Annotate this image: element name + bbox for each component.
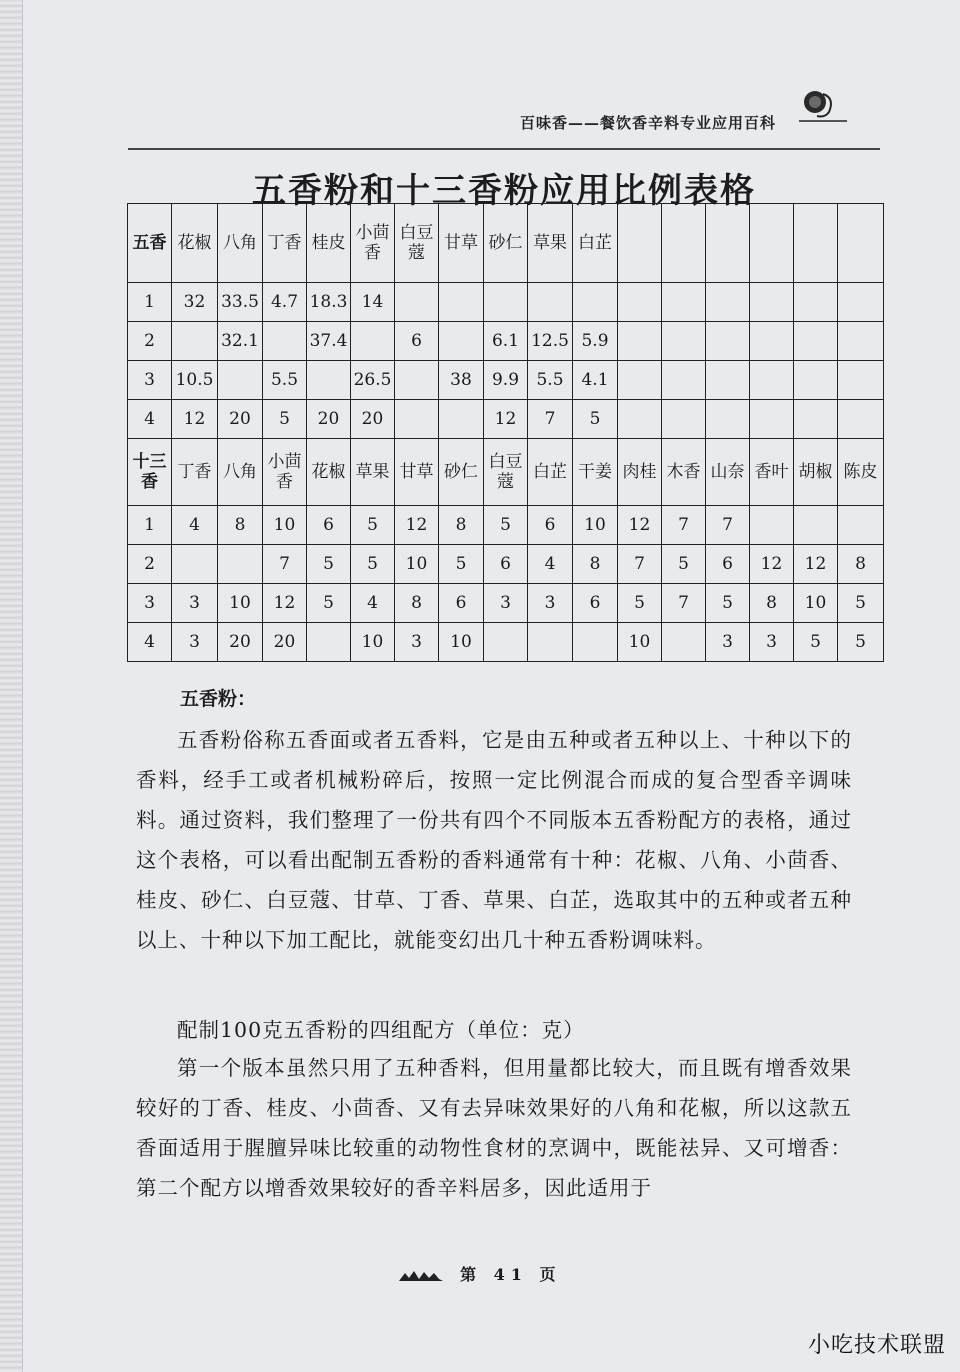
table-cell: 6 (439, 584, 484, 623)
table-cell (706, 204, 750, 283)
table-cell (838, 506, 884, 545)
table-cell (218, 361, 263, 400)
table-row (128, 623, 884, 662)
table-cell (662, 400, 706, 439)
table-cell: 桂皮 (307, 204, 351, 283)
table-cell: 4 (528, 545, 573, 584)
table-cell: 3 (172, 623, 218, 662)
table-cell (351, 322, 395, 361)
table-cell (706, 361, 750, 400)
table-cell: 14 (351, 283, 395, 322)
table-cell: 5 (484, 506, 528, 545)
table-cell: 10 (395, 545, 439, 584)
table-cell: 肉桂 (618, 439, 662, 506)
watermark-text: 小吃技术联盟 (807, 1333, 946, 1358)
table-cell (172, 545, 218, 584)
table-header-row (128, 204, 884, 283)
table-cell: 20 (307, 400, 351, 439)
table-cell: 5 (351, 506, 395, 545)
table-cell: 3 (706, 623, 750, 662)
table-cell (838, 283, 884, 322)
table-cell (794, 322, 838, 361)
table-cell (618, 204, 662, 283)
row-label-cell: 3 (128, 361, 172, 400)
row-label-cell: 1 (128, 283, 172, 322)
section-title: 五香粉： (180, 688, 257, 710)
table-cell: 20 (218, 623, 263, 662)
table-cell: 32.1 (218, 322, 263, 361)
table-cell: 3 (528, 584, 573, 623)
table-cell: 7 (706, 506, 750, 545)
table-cell: 白芷 (573, 204, 618, 283)
page-edge (0, 0, 23, 1372)
table-cell: 山奈 (706, 439, 750, 506)
table-cell: 10 (263, 506, 307, 545)
table-cell (395, 361, 439, 400)
table-cell (750, 283, 794, 322)
table-cell: 4.7 (263, 283, 307, 322)
table-cell (484, 283, 528, 322)
table-cell: 6 (528, 506, 573, 545)
table-row (128, 506, 884, 545)
table-cell: 9.9 (484, 361, 528, 400)
table-cell: 8 (218, 506, 263, 545)
table-cell: 5 (307, 545, 351, 584)
table-cell: 八角 (218, 439, 263, 506)
table-cell: 6 (395, 322, 439, 361)
table-cell: 陈皮 (838, 439, 884, 506)
table-cell (706, 400, 750, 439)
table-cell: 7 (263, 545, 307, 584)
table-cell: 12.5 (528, 322, 573, 361)
table-cell: 小茴香 (263, 439, 307, 506)
table-cell: 5 (838, 623, 884, 662)
table-cell: 26.5 (351, 361, 395, 400)
table-cell (662, 623, 706, 662)
table-header-row (128, 439, 884, 506)
table-cell: 木香 (662, 439, 706, 506)
table-cell (439, 283, 484, 322)
table-cell: 胡椒 (794, 439, 838, 506)
row-label-cell: 十三香 (128, 439, 172, 506)
table-cell: 5 (263, 400, 307, 439)
row-label-cell: 1 (128, 506, 172, 545)
paragraph-formula-heading: 配制100克五香粉的四组配方（单位：克） (177, 1018, 585, 1042)
table-cell: 5 (706, 584, 750, 623)
table-cell (573, 283, 618, 322)
table-cell: 7 (618, 545, 662, 584)
table-cell (618, 361, 662, 400)
table-cell: 6 (307, 506, 351, 545)
table-cell: 10 (218, 584, 263, 623)
table-cell (439, 400, 484, 439)
table-row (128, 322, 884, 361)
table-cell: 5.5 (263, 361, 307, 400)
page-number: 第 41 页 (460, 1265, 562, 1284)
table-cell: 12 (618, 506, 662, 545)
table-cell (395, 400, 439, 439)
table-cell: 10 (439, 623, 484, 662)
table-cell (307, 623, 351, 662)
table-cell: 10 (573, 506, 618, 545)
table-cell: 8 (573, 545, 618, 584)
paragraph-version-notes: 第一个版本虽然只用了五种香料，但用量都比较大，而且既有增香效果较好的丁香、桂皮、小茴香、又有去异味效果好的八角和花椒，所以这款五香面适用于腥膻异味比较重的动物性食材的烹调中，既能祛异、又可增香：第二个配方以增香效果较好的香辛料居多，因此适用于 (136, 1056, 852, 1200)
table-cell: 6 (706, 545, 750, 584)
running-header: 百味香——餐饮香辛料专业应用百科 (520, 114, 777, 132)
row-label-cell: 3 (128, 584, 172, 623)
page-footer (0, 1262, 960, 1285)
table-cell: 5 (838, 584, 884, 623)
table-cell: 5 (573, 400, 618, 439)
table-cell: 7 (528, 400, 573, 439)
table-cell: 5 (351, 545, 395, 584)
table-cell (395, 283, 439, 322)
table-cell (794, 283, 838, 322)
table-cell (528, 283, 573, 322)
table-cell (307, 361, 351, 400)
row-label-cell: 2 (128, 322, 172, 361)
table-cell: 20 (263, 623, 307, 662)
table-cell (662, 283, 706, 322)
table-cell: 37.4 (307, 322, 351, 361)
table-cell (838, 322, 884, 361)
table-row (128, 584, 884, 623)
table-cell: 甘草 (395, 439, 439, 506)
table-cell: 33.5 (218, 283, 263, 322)
table-cell: 花椒 (172, 204, 218, 283)
table-cell: 6 (484, 545, 528, 584)
table-cell (706, 322, 750, 361)
table-cell: 丁香 (172, 439, 218, 506)
table-cell: 12 (263, 584, 307, 623)
table-cell: 干姜 (573, 439, 618, 506)
table-cell: 甘草 (439, 204, 484, 283)
table-cell: 4.1 (573, 361, 618, 400)
table-row (128, 283, 884, 322)
table-cell: 12 (484, 400, 528, 439)
table-cell (573, 623, 618, 662)
table-cell (618, 283, 662, 322)
table-cell: 5.5 (528, 361, 573, 400)
table-cell: 3 (484, 584, 528, 623)
table-cell: 12 (395, 506, 439, 545)
table-cell (838, 204, 884, 283)
table-cell: 8 (750, 584, 794, 623)
table-cell: 12 (794, 545, 838, 584)
row-label-cell: 2 (128, 545, 172, 584)
table-cell (528, 623, 573, 662)
table-cell: 10 (794, 584, 838, 623)
table-cell (172, 322, 218, 361)
table-cell: 砂仁 (484, 204, 528, 283)
table-row (128, 545, 884, 584)
table-cell (218, 545, 263, 584)
table-cell: 5 (439, 545, 484, 584)
table-row (128, 400, 884, 439)
table-cell (662, 322, 706, 361)
table-cell (484, 623, 528, 662)
table-cell: 38 (439, 361, 484, 400)
paragraph-intro: 五香粉俗称五香面或者五香料，它是由五种或者五种以上、十种以下的香料，经手工或者机械粉碎后，按照一定比例混合而成的复合型香辛调味料。通过资料，我们整理了一份共有四个不同版本五香粉配方的表格，通过这个表格，可以看出配制五香粉的香料通常有十种：花椒、八角、小茴香、桂皮、砂仁、白豆蔻、甘草、丁香、草果、白芷，选取其中的五种或者五种以上、十种以下加工配比，就能变幻出几十种五香粉调味料。 (136, 728, 852, 952)
table-cell: 5 (618, 584, 662, 623)
table-cell: 5 (307, 584, 351, 623)
table-cell: 八角 (218, 204, 263, 283)
table-cell: 12 (750, 545, 794, 584)
spice-ratio-table (127, 203, 884, 662)
table-cell: 7 (662, 506, 706, 545)
table-cell (439, 322, 484, 361)
table-cell: 4 (172, 506, 218, 545)
table-cell: 20 (351, 400, 395, 439)
table-row (128, 361, 884, 400)
table-cell: 6.1 (484, 322, 528, 361)
table-cell: 20 (218, 400, 263, 439)
row-label-cell: 4 (128, 400, 172, 439)
table-cell (794, 204, 838, 283)
table-cell: 丁香 (263, 204, 307, 283)
header-rule (128, 148, 880, 150)
table-cell: 3 (750, 623, 794, 662)
table-cell: 草果 (351, 439, 395, 506)
publisher-logo-icon (795, 88, 851, 128)
table-cell: 10 (351, 623, 395, 662)
footer-ornament-icon (399, 1269, 443, 1283)
table-cell: 8 (395, 584, 439, 623)
table-cell (750, 322, 794, 361)
table-cell (838, 361, 884, 400)
table-cell (750, 400, 794, 439)
table-cell: 8 (838, 545, 884, 584)
table-cell: 10 (618, 623, 662, 662)
table-cell: 6 (573, 584, 618, 623)
table-cell: 7 (662, 584, 706, 623)
table-cell: 香叶 (750, 439, 794, 506)
table-cell (794, 361, 838, 400)
row-label-cell: 4 (128, 623, 172, 662)
table-cell: 3 (172, 584, 218, 623)
table-cell: 草果 (528, 204, 573, 283)
table-cell: 砂仁 (439, 439, 484, 506)
table-cell (706, 283, 750, 322)
table-cell (750, 361, 794, 400)
table-cell: 5 (794, 623, 838, 662)
table-cell: 10.5 (172, 361, 218, 400)
table-cell (750, 204, 794, 283)
table-cell: 4 (351, 584, 395, 623)
table-cell (750, 506, 794, 545)
table-cell (838, 400, 884, 439)
row-label-cell: 五香 (128, 204, 172, 283)
table-cell: 小茴香 (351, 204, 395, 283)
table-cell (794, 506, 838, 545)
table-cell: 3 (395, 623, 439, 662)
table-cell: 12 (172, 400, 218, 439)
table-cell: 5 (662, 545, 706, 584)
table-cell (662, 204, 706, 283)
table-cell: 32 (172, 283, 218, 322)
table-cell (263, 322, 307, 361)
table-cell: 8 (439, 506, 484, 545)
table-cell: 白芷 (528, 439, 573, 506)
table-cell (794, 400, 838, 439)
table-cell: 白豆蔻 (395, 204, 439, 283)
table-cell (662, 361, 706, 400)
table-cell: 18.3 (307, 283, 351, 322)
table-cell (618, 322, 662, 361)
table-cell: 白豆蔻 (484, 439, 528, 506)
table-cell: 花椒 (307, 439, 351, 506)
page-title: 五香粉和十三香粉应用比例表格 (252, 171, 756, 211)
table-cell: 5.9 (573, 322, 618, 361)
table-cell (618, 400, 662, 439)
